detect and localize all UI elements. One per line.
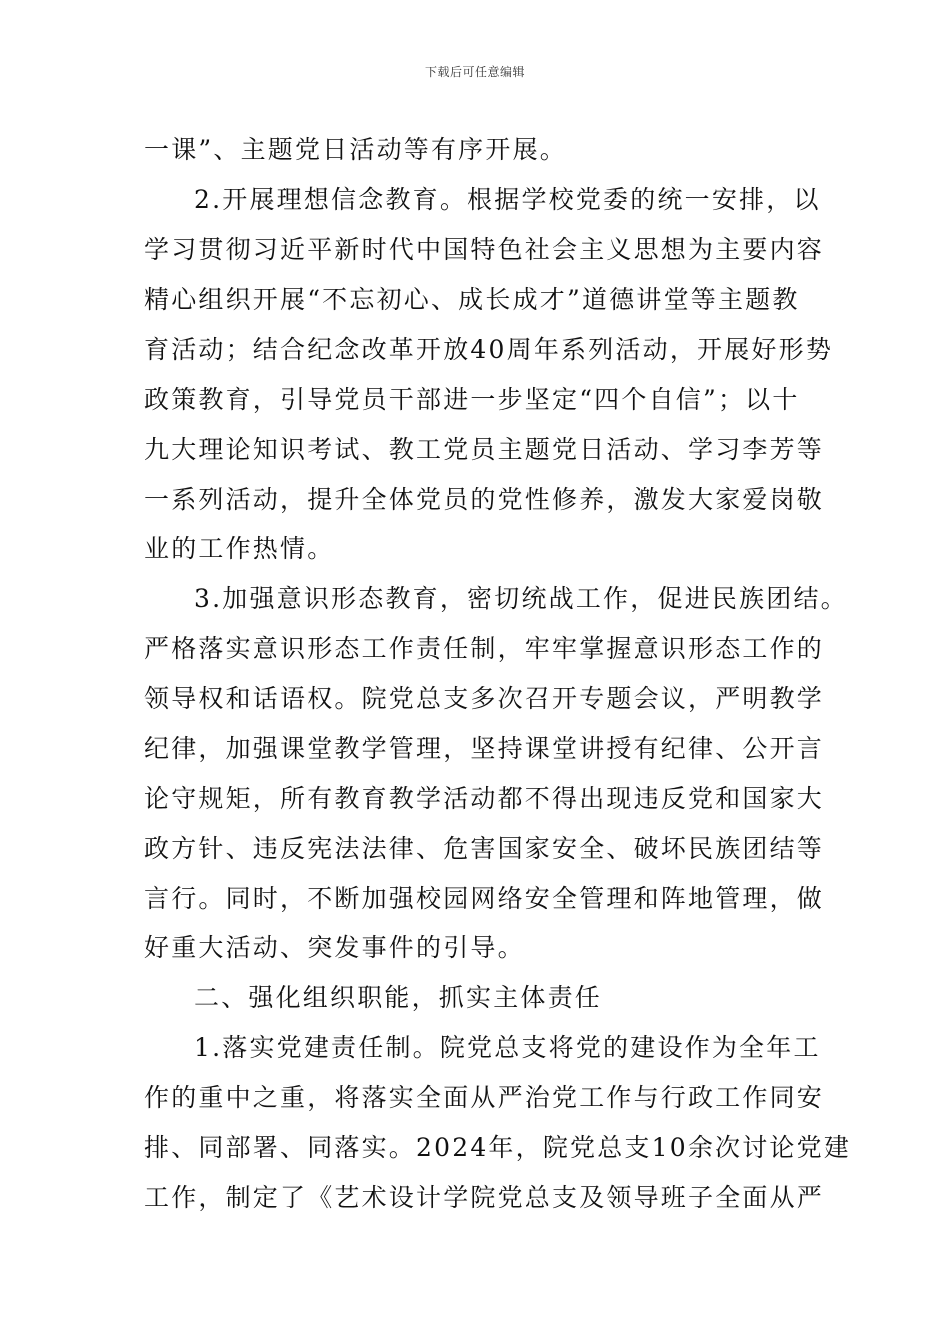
section-heading: 二、强化组织职能，抓实主体责任 [194,983,603,1012]
text-line-12: 领导权和话语权。院党总支多次召开专题会议，严明教学 [144,684,825,713]
text-line-6: 政策教育，引导党员干部进一步坚定“四个自信”；以十 [144,385,800,414]
text-line-4: 精心组织开展“不忘初心、成长成才”道德讲堂等主题教 [144,285,800,314]
text-line-8: 一系列活动，提升全体党员的党性修养，激发大家爱岗敬 [144,485,825,514]
text-line-10: 3.加强意识形态教育，密切统战工作，促进民族团结。 [194,584,848,613]
text-line-1: 一课”、主题党日活动等有序开展。 [144,135,567,164]
text-line-16: 言行。同时，不断加强校园网络安全管理和阵地管理，做 [144,884,825,913]
text-line-5: 育活动；结合纪念改革开放40周年系列活动，开展好形势 [144,335,834,364]
text-line-7: 九大理论知识考试、教工党员主题党日活动、学习李芳等 [144,435,825,464]
text-line-15: 政方针、违反宪法法律、危害国家安全、破坏民族团结等 [144,834,825,863]
text-line-14: 论守规矩，所有教育教学活动都不得出现违反党和国家大 [144,784,825,813]
text-line-17: 好重大活动、突发事件的引导。 [144,933,525,962]
text-line-22: 工作，制定了《艺术设计学院党总支及领导班子全面从严 [144,1183,825,1212]
text-line-2: 2.开展理想信念教育。根据学校党委的统一安排，以 [194,185,821,214]
text-line-3: 学习贯彻习近平新时代中国特色社会主义思想为主要内容 [144,235,825,264]
page-header: 下载后可任意编辑 [424,65,525,79]
text-line-21: 排、同部署、同落实。2024年，院党总支10余次讨论党建 [144,1133,852,1162]
text-line-9: 业的工作热情。 [144,534,335,563]
text-line-11: 严格落实意识形态工作责任制，牢牢掌握意识形态工作的 [144,634,825,663]
text-line-20: 作的重中之重，将落实全面从严治党工作与行政工作同安 [144,1083,825,1112]
text-line-13: 纪律，加强课堂教学管理，坚持课堂讲授有纪律、公开言 [144,734,825,763]
text-line-19: 1.落实党建责任制。院党总支将党的建设作为全年工 [194,1033,821,1062]
